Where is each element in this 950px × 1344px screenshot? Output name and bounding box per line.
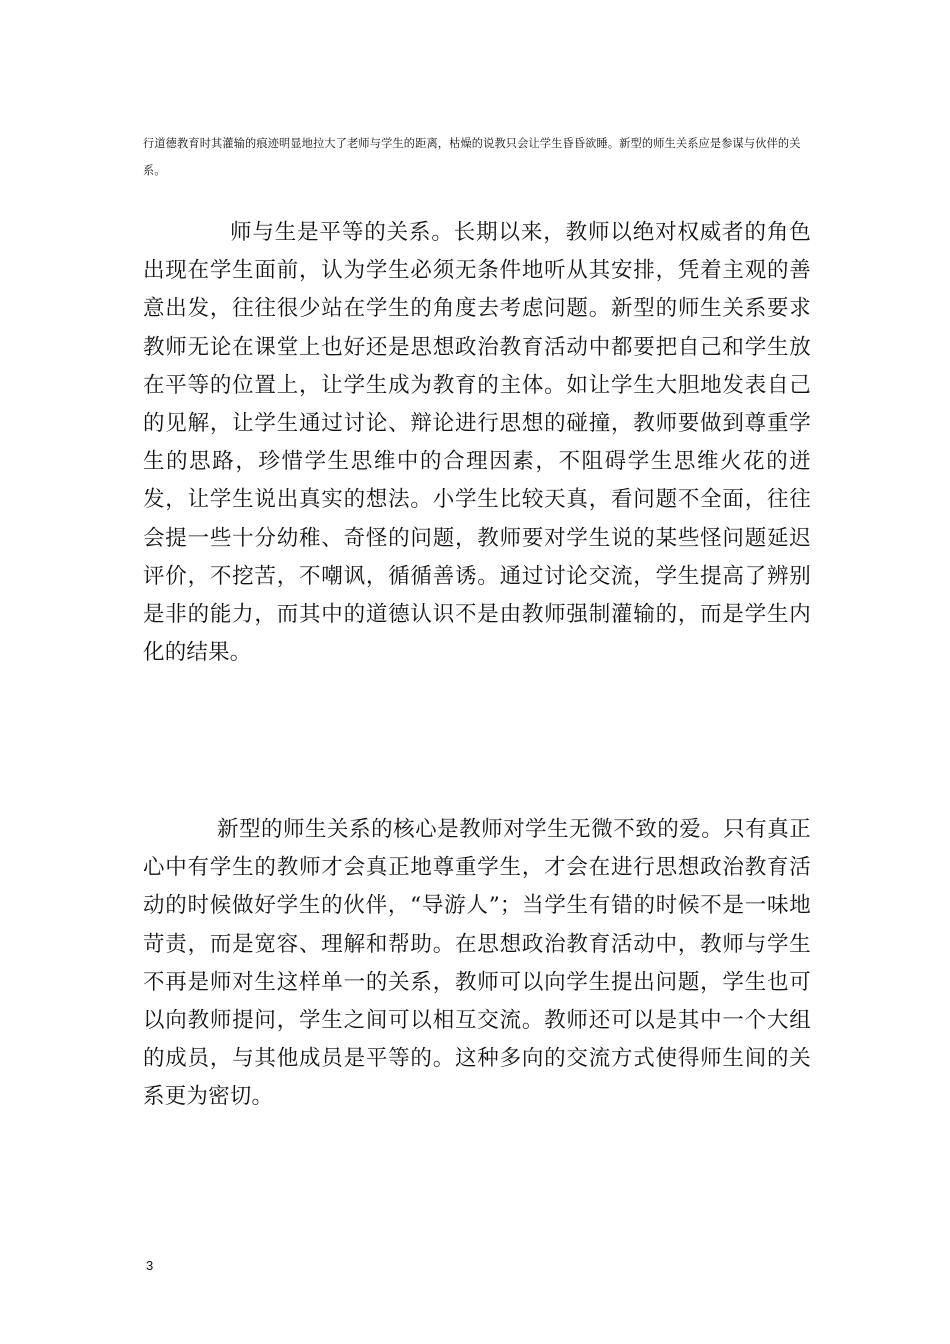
paragraph-equal-relationship: 师与生是平等的关系。长期以来，教师以绝对权威者的角色出现在学生面前，认为学生必须无条件地听从其安排，凭着主观的善意出发，往往很少站在学生的角度去考虑问题。新型的师生关系要求教师无论在课堂上也好还是思想政治教育活动中都要把自己和学生放在平等的位置上，让学生成为教育的主体。如让学生大胆地发表自己的见解，让学生通过讨论、辩论进行思想的碰撞，教师要做到尊重学生的思路，珍惜学生思维中的合理因素，不阻碍学生思维火花的迸发，让学生说出真实的想法。小学生比较天真，看问题不全面，往往会提一些十分幼稚、奇怪的问题，教师要对学生说的某些怪问题延迟评价，不挖苦，不嘲讽，循循善诱。通过讨论交流，学生提高了辨别是非的能力，而其中的道德认识不是由教师强制灌输的，而是学生内化的结果。 <box>143 220 811 666</box>
intro-paragraph: 行道德教育时其灌输的痕迹明显地拉大了老师与学生的距离，枯燥的说教只会让学生昏昏欲睡。新型的师生关系应是参谋与伙伴的关系。 <box>143 137 801 177</box>
paragraph-core-love: 新型的师生关系的核心是教师对学生无微不致的爱。只有真正心中有学生的教师才会真正地尊重学生，才会在进行思想政治教育活动的时候做好学生的伙伴，“导游人”；当学生有错的时候不是一味地苛责，而是宽容、理解和帮助。在思想政治教育活动中，教师与学生不再是师对生这样单一的关系，教师可以向学生提出问题，学生也可以向教师提问，学生之间可以相互交流。教师还可以是其中一个大组的成员，与其他成员是平等的。这种多向的交流方式使得师生间的关系更为密切。 <box>143 817 811 1110</box>
page-number: 3 <box>146 1258 154 1273</box>
